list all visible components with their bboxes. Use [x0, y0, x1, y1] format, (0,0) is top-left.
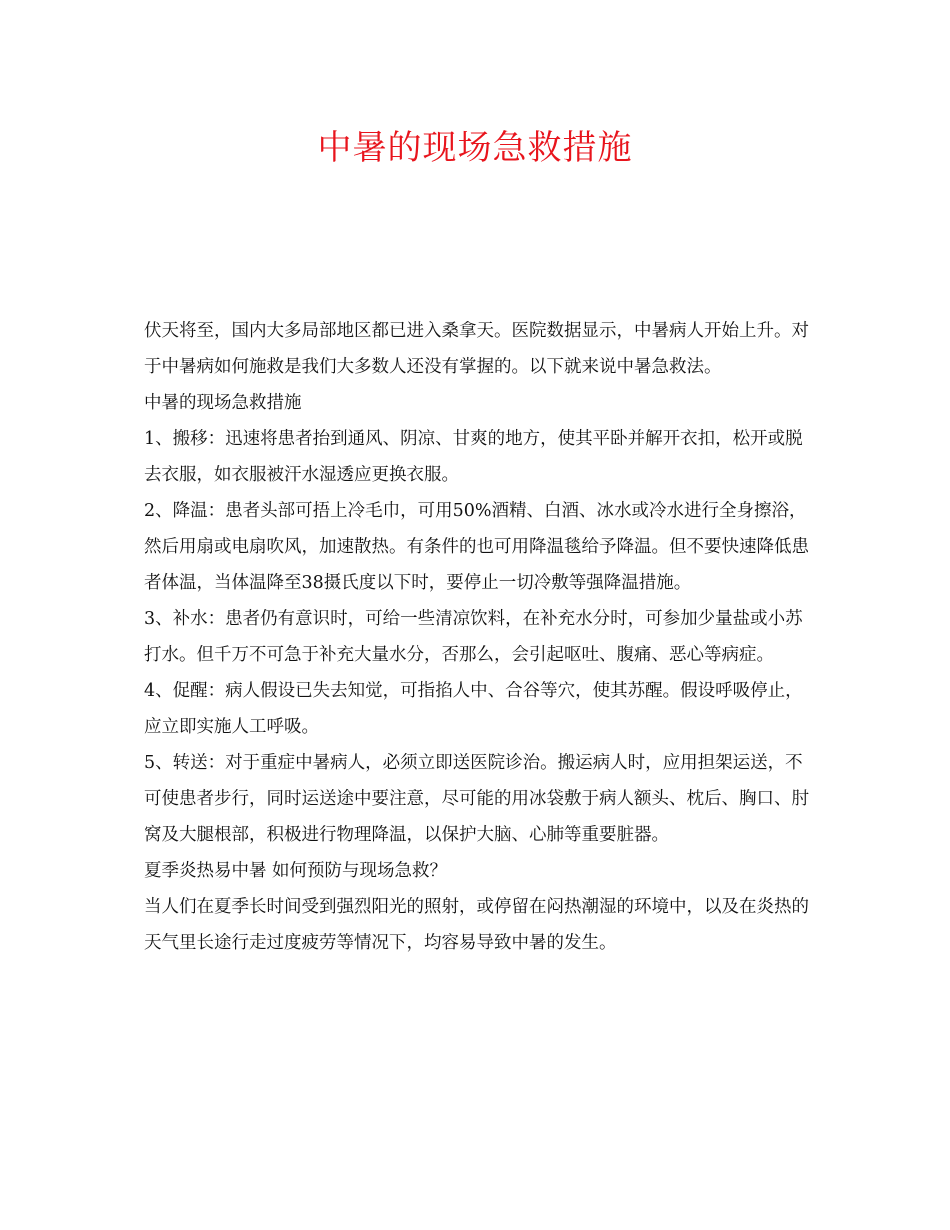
page-title: 中暑的现场急救措施	[317, 128, 633, 168]
step-hydrate-paragraph: 3、补水：患者仍有意识时，可给一些清凉饮料，在补充水分时，可参加少量盐或小苏打水。但千万不可急于补充大量水分，否那么，会引起呕吐、腹痛、恶心等病症。	[144, 609, 803, 665]
step-transfer-paragraph: 5、转送：对于重症中暑病人，必须立即送医院诊治。搬运病人时，应用担架运送，不可使患者步行，同时运送途中要注意，尽可能的用冰袋敷于病人额头、枕后、胸口、肘窝及大腿根部，积极进行物理降温，以保护大脑、心肺等重要脏器。	[144, 753, 809, 845]
document-body	[144, 313, 809, 961]
step-cool-paragraph: 2、降温：患者头部可捂上冷毛巾，可用50%酒精、白酒、冰水或冷水进行全身擦浴，然后用扇或电扇吹风，加速散热。有条件的也可用降温毯给予降温。但不要快速降低患者体温，当体温降至38摄氏度以下时，要停止一切冷敷等强降温措施。	[144, 501, 809, 593]
step-revive-paragraph: 4、促醒：病人假设已失去知觉，可指掐人中、合谷等穴，使其苏醒。假设呼吸停止，应立即实施人工呼吸。	[144, 681, 803, 737]
closing-paragraph: 当人们在夏季长时间受到强烈阳光的照射，或停留在闷热潮湿的环境中，以及在炎热的天气里长途行走过度疲劳等情况下，均容易导致中暑的发生。	[144, 897, 809, 953]
intro-paragraph: 伏天将至，国内大多局部地区都已进入桑拿天。医院数据显示，中暑病人开始上升。对于中暑病如何施救是我们大多数人还没有掌握的。以下就来说中暑急救法。	[144, 321, 809, 377]
subheading-paragraph: 夏季炎热易中暑 如何预防与现场急救？	[144, 861, 448, 881]
section-heading: 中暑的现场急救措施	[144, 393, 302, 413]
step-move-paragraph: 1、搬移：迅速将患者抬到通风、阴凉、甘爽的地方，使其平卧并解开衣扣，松开或脱去衣服，如衣服被汗水湿透应更换衣服。	[144, 429, 803, 485]
